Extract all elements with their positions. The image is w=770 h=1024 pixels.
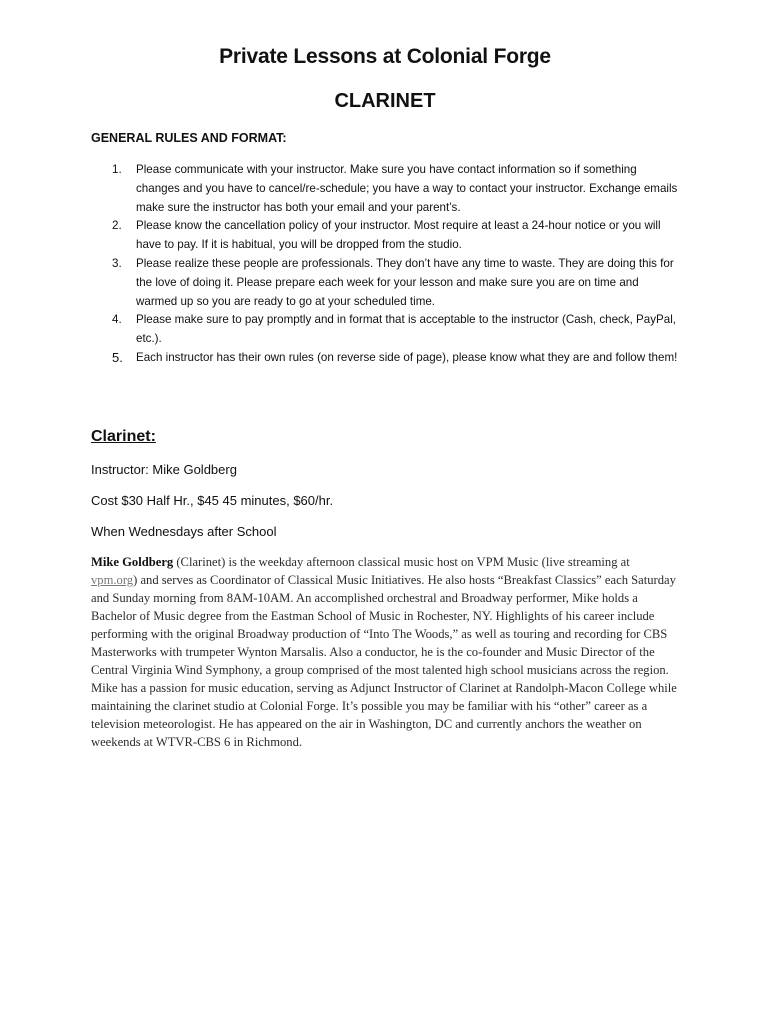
vpm-link[interactable]: vpm.org	[91, 573, 134, 587]
rule-text: Please know the cancellation policy of your instructor. Most require at least a 24-hour notice or you will have to pay. If it is habitual, you will be dropped from the studio.	[136, 219, 661, 252]
rule-number: 4.	[112, 313, 122, 327]
rules-list	[91, 161, 681, 368]
rule-item	[91, 349, 681, 368]
rule-text: Please make sure to pay promptly and in format that is acceptable to the instructor (Cash, check, PayPal, etc.).	[136, 313, 677, 346]
rule-text: Please realize these people are professionals. They don’t have any time to waste. They are doing this for the love of doing it. Please prepare each week for your lesson and make sure you are on time and warmed up so you are ready to go at your scheduled time.	[136, 256, 674, 308]
rule-item	[91, 161, 681, 217]
rule-text: Please communicate with your instructor. Make sure you have contact information so if something changes and you have to cancel/re-schedule; you have a way to contact your instructor. Exchange emails make sure the instructor has both your email and your parent’s.	[136, 163, 678, 214]
bio-name: Mike Goldberg	[91, 555, 174, 569]
schedule-line: When Wednesdays after School	[91, 524, 277, 539]
rules-heading: GENERAL RULES AND FORMAT:	[91, 131, 287, 145]
page-title: Private Lessons at Colonial Forge	[219, 45, 551, 68]
rule-number: 2.	[112, 219, 122, 233]
rule-number: 5.	[112, 349, 123, 365]
rule-item	[91, 217, 681, 255]
rule-number: 3.	[112, 256, 122, 270]
clarinet-heading: Clarinet:	[91, 428, 156, 445]
cost-line: Cost $30 Half Hr., $45 45 minutes, $60/hr.	[91, 493, 334, 508]
rule-item	[91, 311, 681, 349]
instructor-bio	[91, 553, 677, 751]
rule-text: Each instructor has their own rules (on reverse side of page), please know what they are and follow them!	[136, 350, 678, 364]
instructor-line: Instructor: Mike Goldberg	[91, 462, 237, 477]
rule-number: 1.	[112, 163, 122, 176]
bio-text-start: (Clarinet) is the weekday afternoon classical music host on VPM Music (live streaming at	[173, 555, 630, 569]
bio-text-rest: ) and serves as Coordinator of Classical Music Initiatives. He also hosts “Breakfast Classics” each Saturday and Sunday morning from 8AM-10AM. An accomplished orchestral and Broadway performer, Mike holds a Bachelor of Music degree from the Eastman School of Music in Rochester, NY. Highlights of his career include performing with the original Broadway production of “Into The Woods,” as well as touring and recording for CBS Masterworks with trumpeter Wynton Marsalis. Also a conductor, he is the co-founder and Music Director of the Central Virginia Wind Symphony, a group comprised of the most talented high school musicians across the region. Mike has a passion for music education, serving as Adjunct Instructor of Clarinet at Randolph-Macon College while maintaining the clarinet studio at Colonial Forge. It’s possible you may be familiar with his “other” career as a television meteorologist. He has appeared on the air in Washington, DC and currently anchors the weather on weekends at WTVR-CBS 6 in Richmond.	[91, 573, 677, 749]
page-subtitle: CLARINET	[334, 90, 436, 112]
rule-item	[91, 255, 681, 311]
